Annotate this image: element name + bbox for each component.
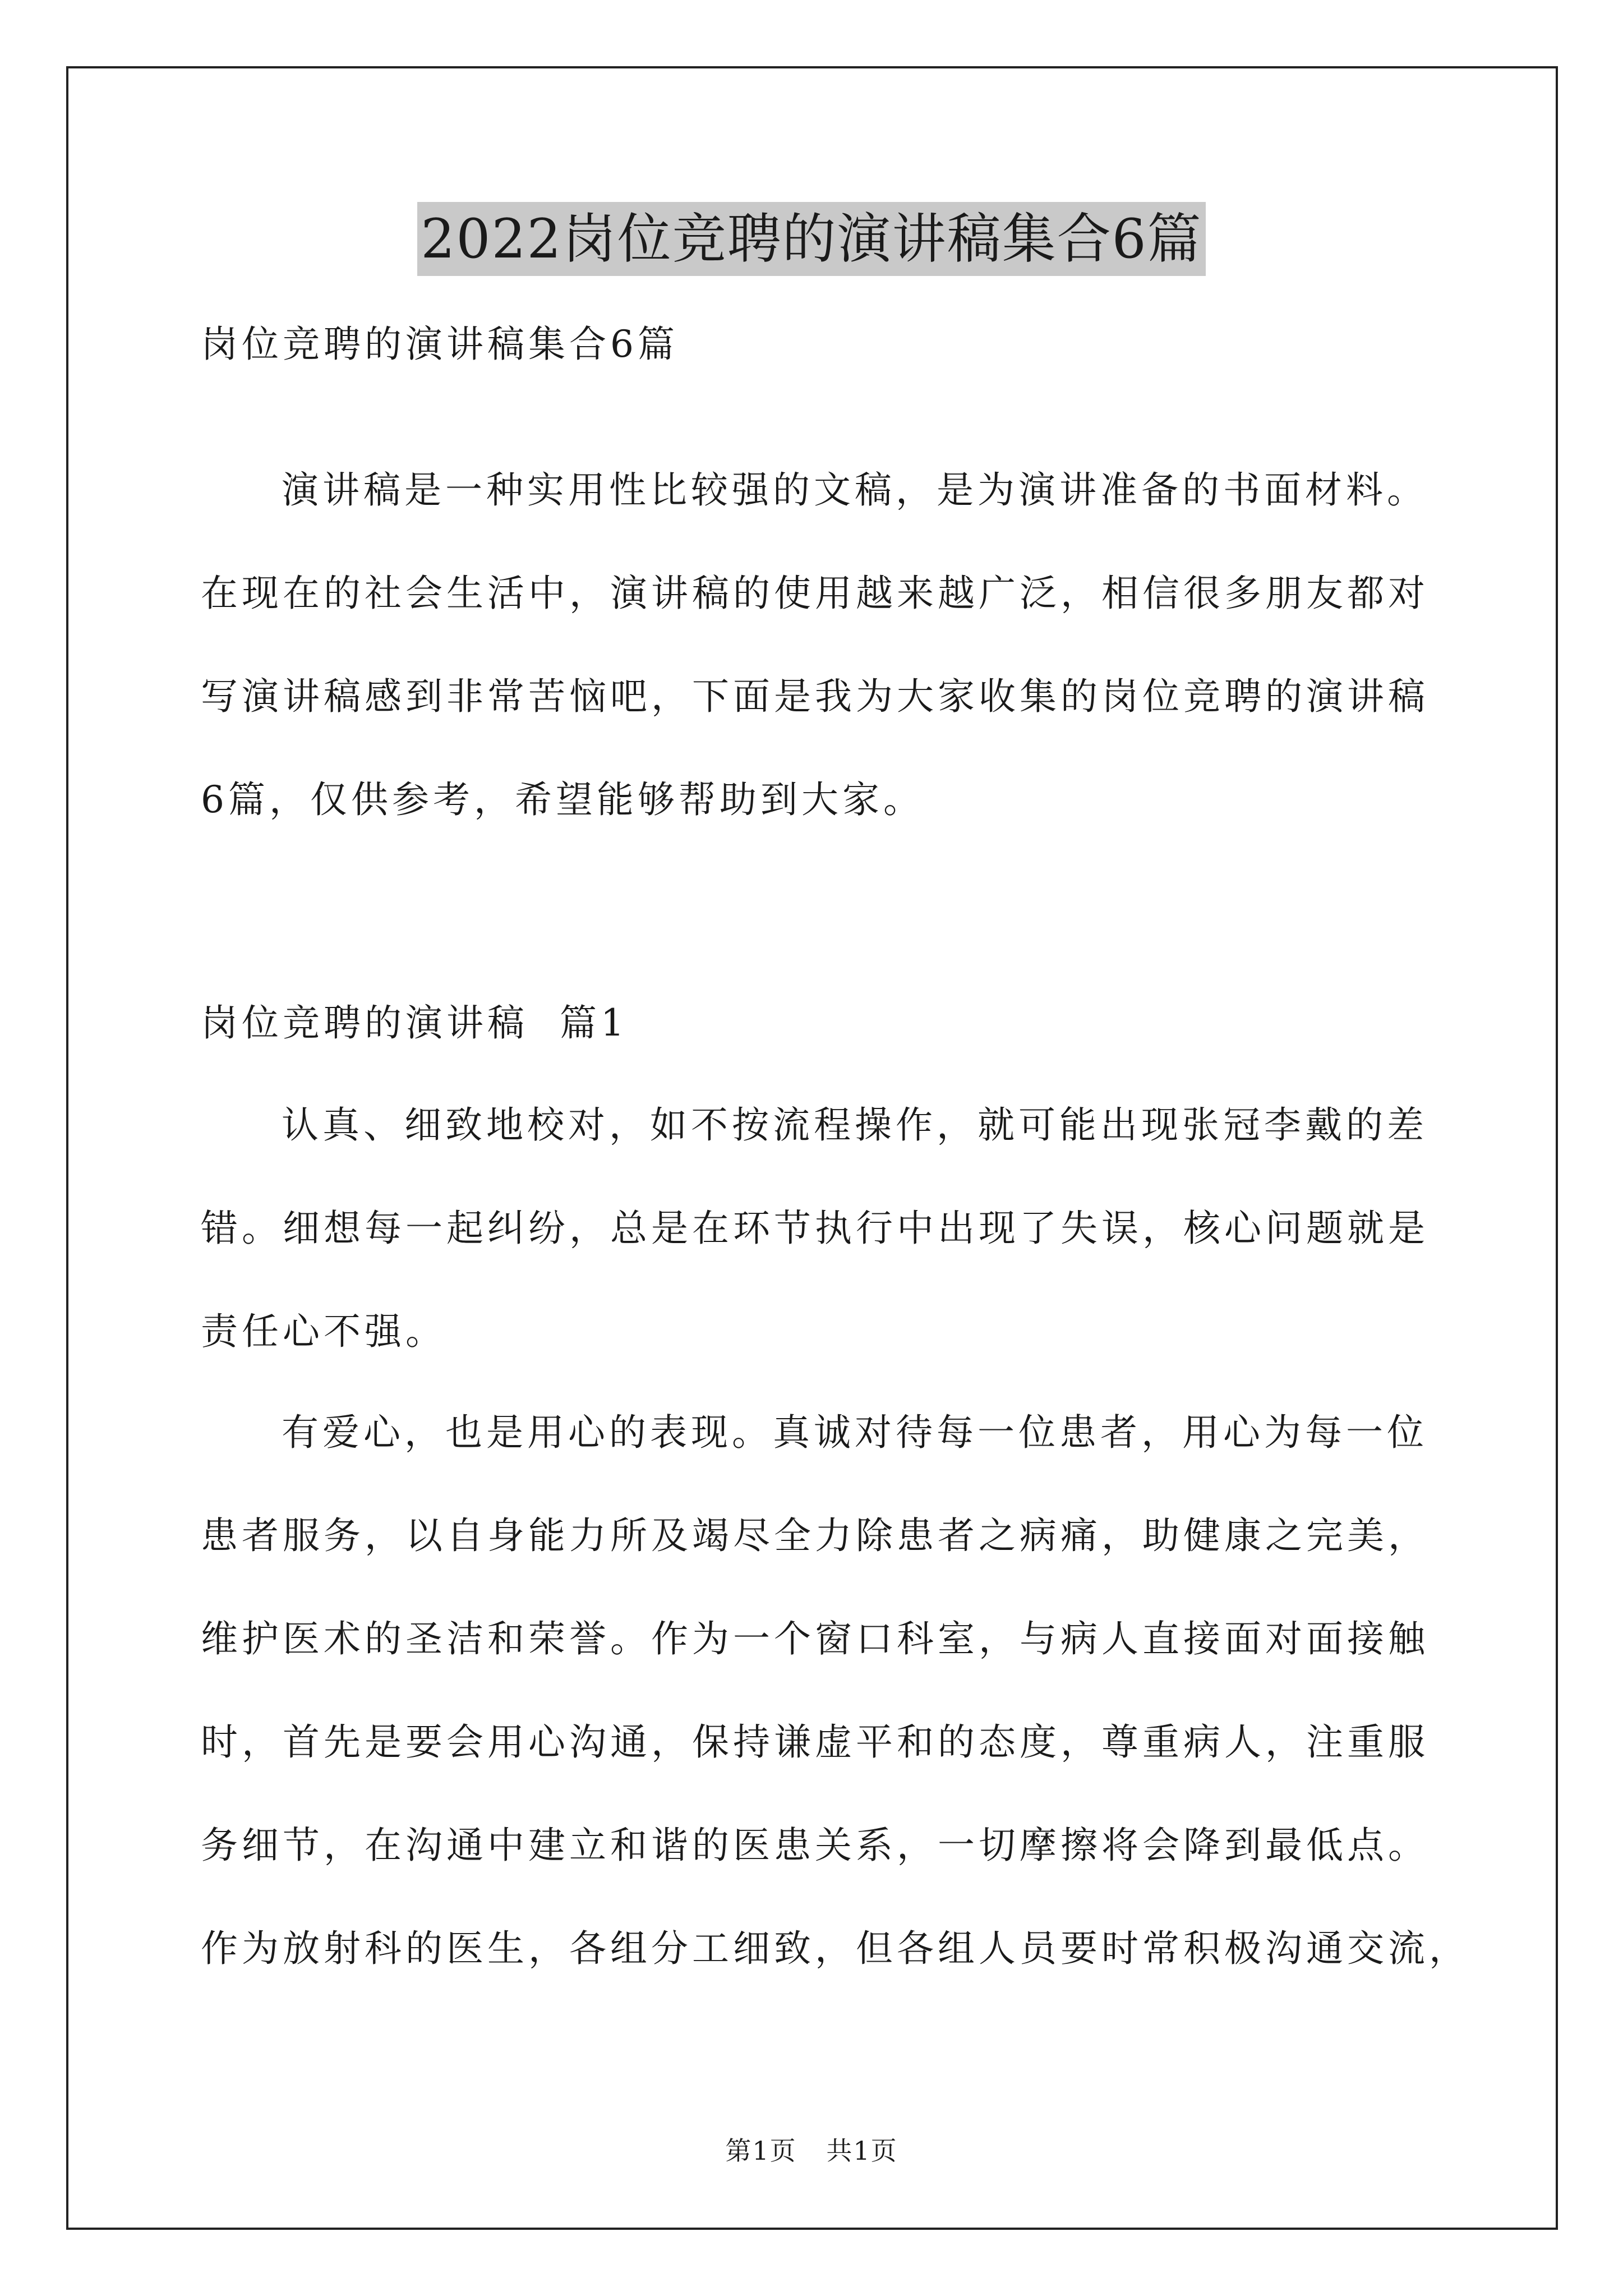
page-number-current: 第1页 — [725, 2136, 797, 2166]
paragraph-line: 有爱心，也是用心的表现。真诚对待每一位患者，用心为每一位 — [282, 1411, 1428, 1454]
section-heading: 岗位竞聘的演讲稿 篇1 — [201, 1001, 628, 1045]
paragraph-line: 责任心不强。 — [201, 1310, 446, 1353]
paragraph-line: 时，首先是要会用心沟通，保持谦虚平和的态度，尊重病人，注重服 — [201, 1720, 1429, 1764]
section-paragraph — [201, 1099, 1451, 1409]
paragraph-line: 演讲稿是一种实用性比较强的文稿，是为演讲准备的书面材料。 — [282, 468, 1428, 512]
paragraph-line: 认真、细致地校对，如不按流程操作，就可能出现张冠李戴的差 — [282, 1103, 1428, 1147]
paragraph-line: 6篇，仅供参考，希望能够帮助到大家。 — [201, 778, 924, 821]
paragraph-line: 写演讲稿感到非常苦恼吧，下面是我为大家收集的岗位竞聘的演讲稿 — [201, 675, 1429, 718]
title-container — [0, 202, 1623, 276]
document-title: 2022岗位竞聘的演讲稿集合6篇 — [417, 202, 1205, 276]
page-number-total: 共1页 — [826, 2136, 898, 2166]
document-subtitle: 岗位竞聘的演讲稿集合6篇 — [201, 323, 679, 366]
section-paragraph — [201, 1407, 1470, 2026]
paragraph-line: 患者服务，以自身能力所及竭尽全力除患者之病痛，助健康之完美， — [201, 1514, 1429, 1557]
intro-paragraph — [201, 464, 1451, 877]
paragraph-line: 在现在的社会生活中，演讲稿的使用越来越广泛，相信很多朋友都对 — [201, 572, 1429, 615]
paragraph-line: 维护医术的圣洁和荣誉。作为一个窗口科室，与病人直接面对面接触 — [201, 1617, 1429, 1660]
page-footer — [0, 2131, 1623, 2168]
paragraph-line: 务细节，在沟通中建立和谐的医患关系，一切摩擦将会降到最低点。 — [201, 1824, 1429, 1867]
paragraph-line: 错。细想每一起纠纷，总是在环节执行中出现了失误，核心问题就是 — [201, 1207, 1429, 1250]
paragraph-line: 作为放射科的医生，各组分工细致，但各组人员要时常积极沟通交流， — [201, 1927, 1470, 1970]
